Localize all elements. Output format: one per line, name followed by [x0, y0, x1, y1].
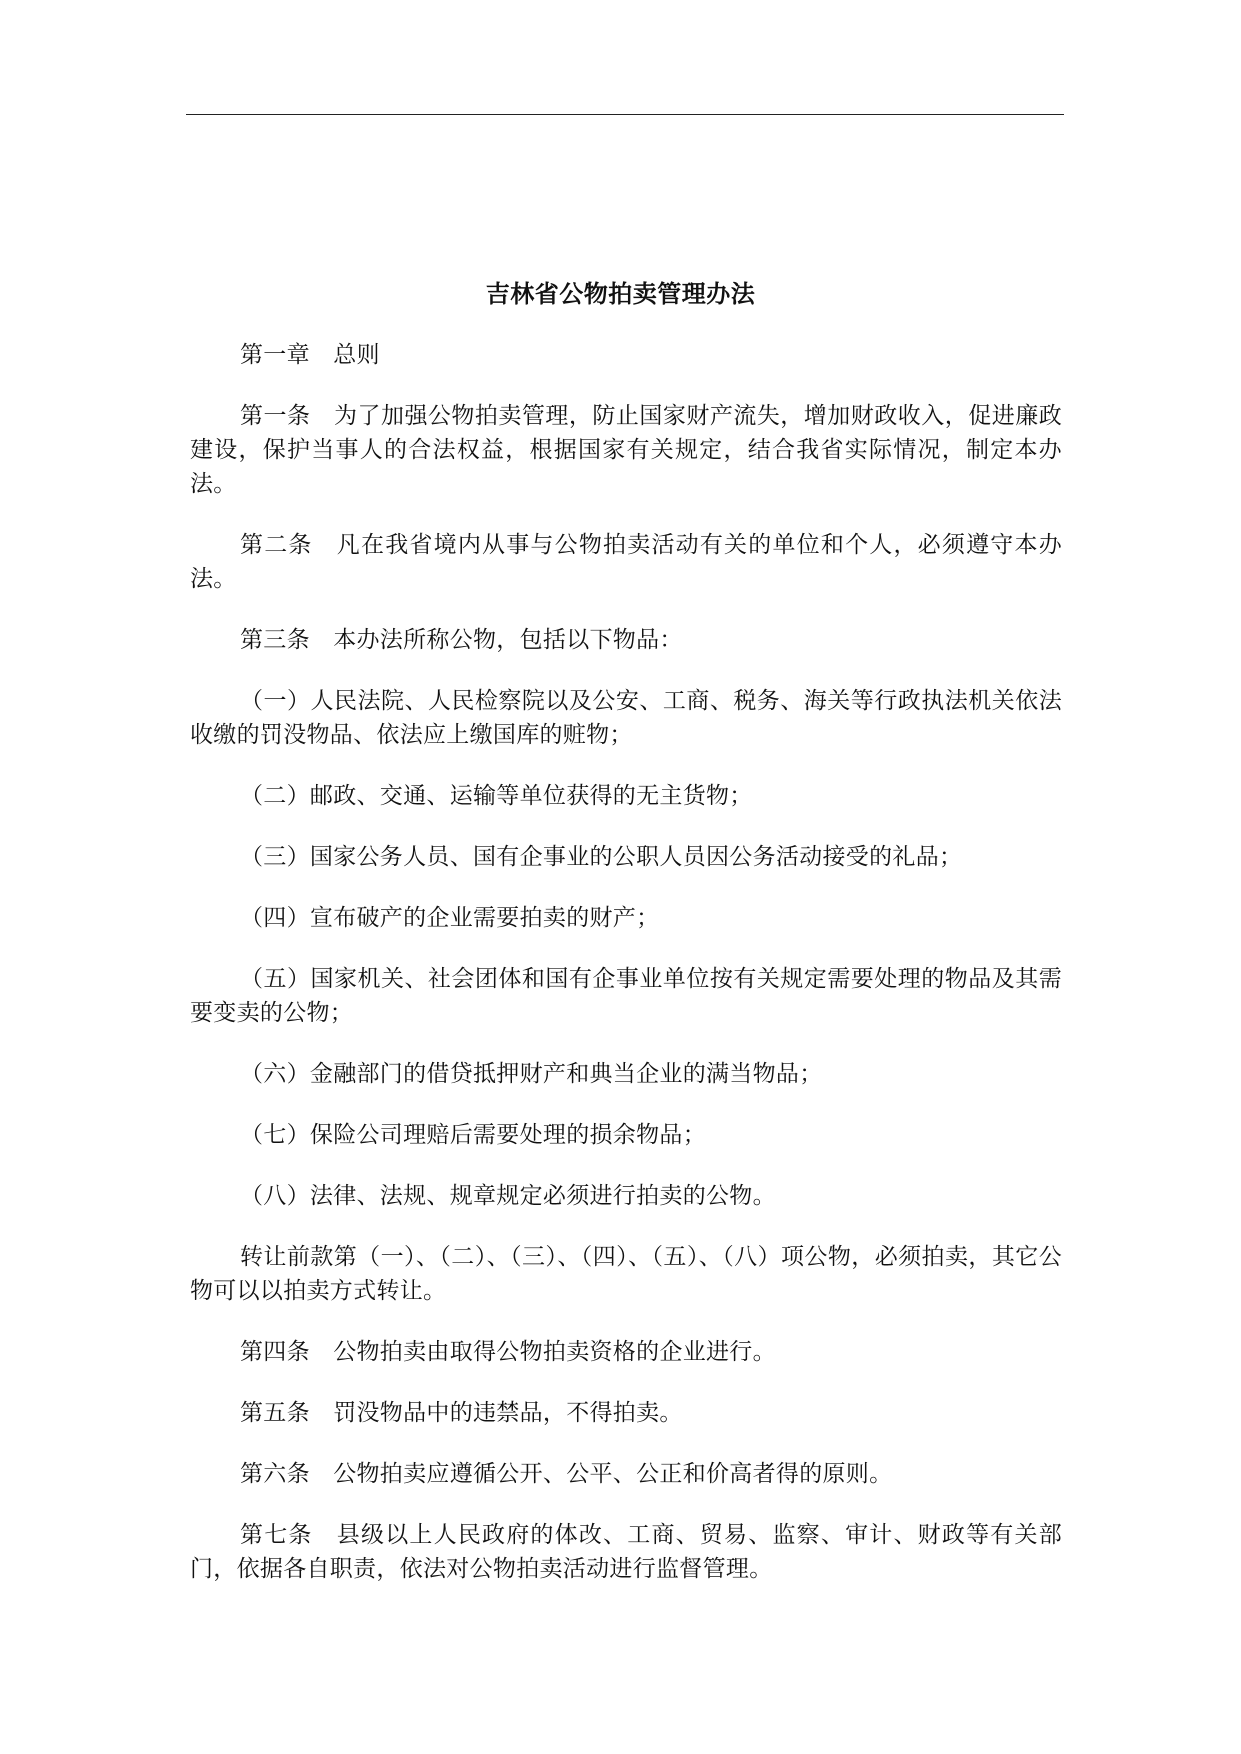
article-4: 第四条 公物拍卖由取得公物拍卖资格的企业进行。 [240, 1339, 776, 1365]
header-rule [186, 114, 1064, 115]
chapter-heading: 第一章 总则 [240, 342, 380, 368]
article-3-item-6: （六）金融部门的借贷抵押财产和典当企业的满当物品； [240, 1061, 823, 1087]
article-5: 第五条 罚没物品中的违禁品，不得拍卖。 [240, 1400, 683, 1426]
article-7: 第七条 县级以上人民政府的体改、工商、贸易、监察、审计、财政等有关部门，依据各自职责，依法对公物拍卖活动进行监督管理。 [190, 1522, 1062, 1582]
article-3-item-4: （四）宣布破产的企业需要拍卖的财产； [240, 905, 660, 931]
article-3-item-5: （五）国家机关、社会团体和国有企事业单位按有关规定需要处理的物品及其需要变卖的公物； [190, 966, 1062, 1026]
article-6: 第六条 公物拍卖应遵循公开、公平、公正和价高者得的原则。 [240, 1461, 893, 1487]
document-title: 吉林省公物拍卖管理办法 [485, 280, 756, 308]
article-2: 第二条 凡在我省境内从事与公物拍卖活动有关的单位和个人，必须遵守本办法。 [190, 532, 1062, 592]
article-3-item-3: （三）国家公务人员、国有企事业的公职人员因公务活动接受的礼品； [240, 844, 963, 870]
article-3: 第三条 本办法所称公物，包括以下物品： [240, 627, 683, 653]
document-body [190, 338, 1062, 1613]
article-3-item-1: （一）人民法院、人民检察院以及公安、工商、税务、海关等行政执法机关依法收缴的罚没物品、依法应上缴国库的赃物； [190, 688, 1062, 748]
article-1: 第一条 为了加强公物拍卖管理，防止国家财产流失，增加财政收入，促进廉政建设，保护当事人的合法权益，根据国家有关规定，结合我省实际情况，制定本办法。 [190, 403, 1062, 497]
article-3-transfer-note: 转让前款第（一）、（二）、（三）、（四）、（五）、（八）项公物，必须拍卖，其它公物可以以拍卖方式转让。 [190, 1244, 1062, 1304]
article-3-item-2: （二）邮政、交通、运输等单位获得的无主货物； [240, 783, 753, 809]
article-3-item-8: （八）法律、法规、规章规定必须进行拍卖的公物。 [240, 1183, 776, 1209]
article-3-item-7: （七）保险公司理赔后需要处理的损余物品； [240, 1122, 706, 1148]
